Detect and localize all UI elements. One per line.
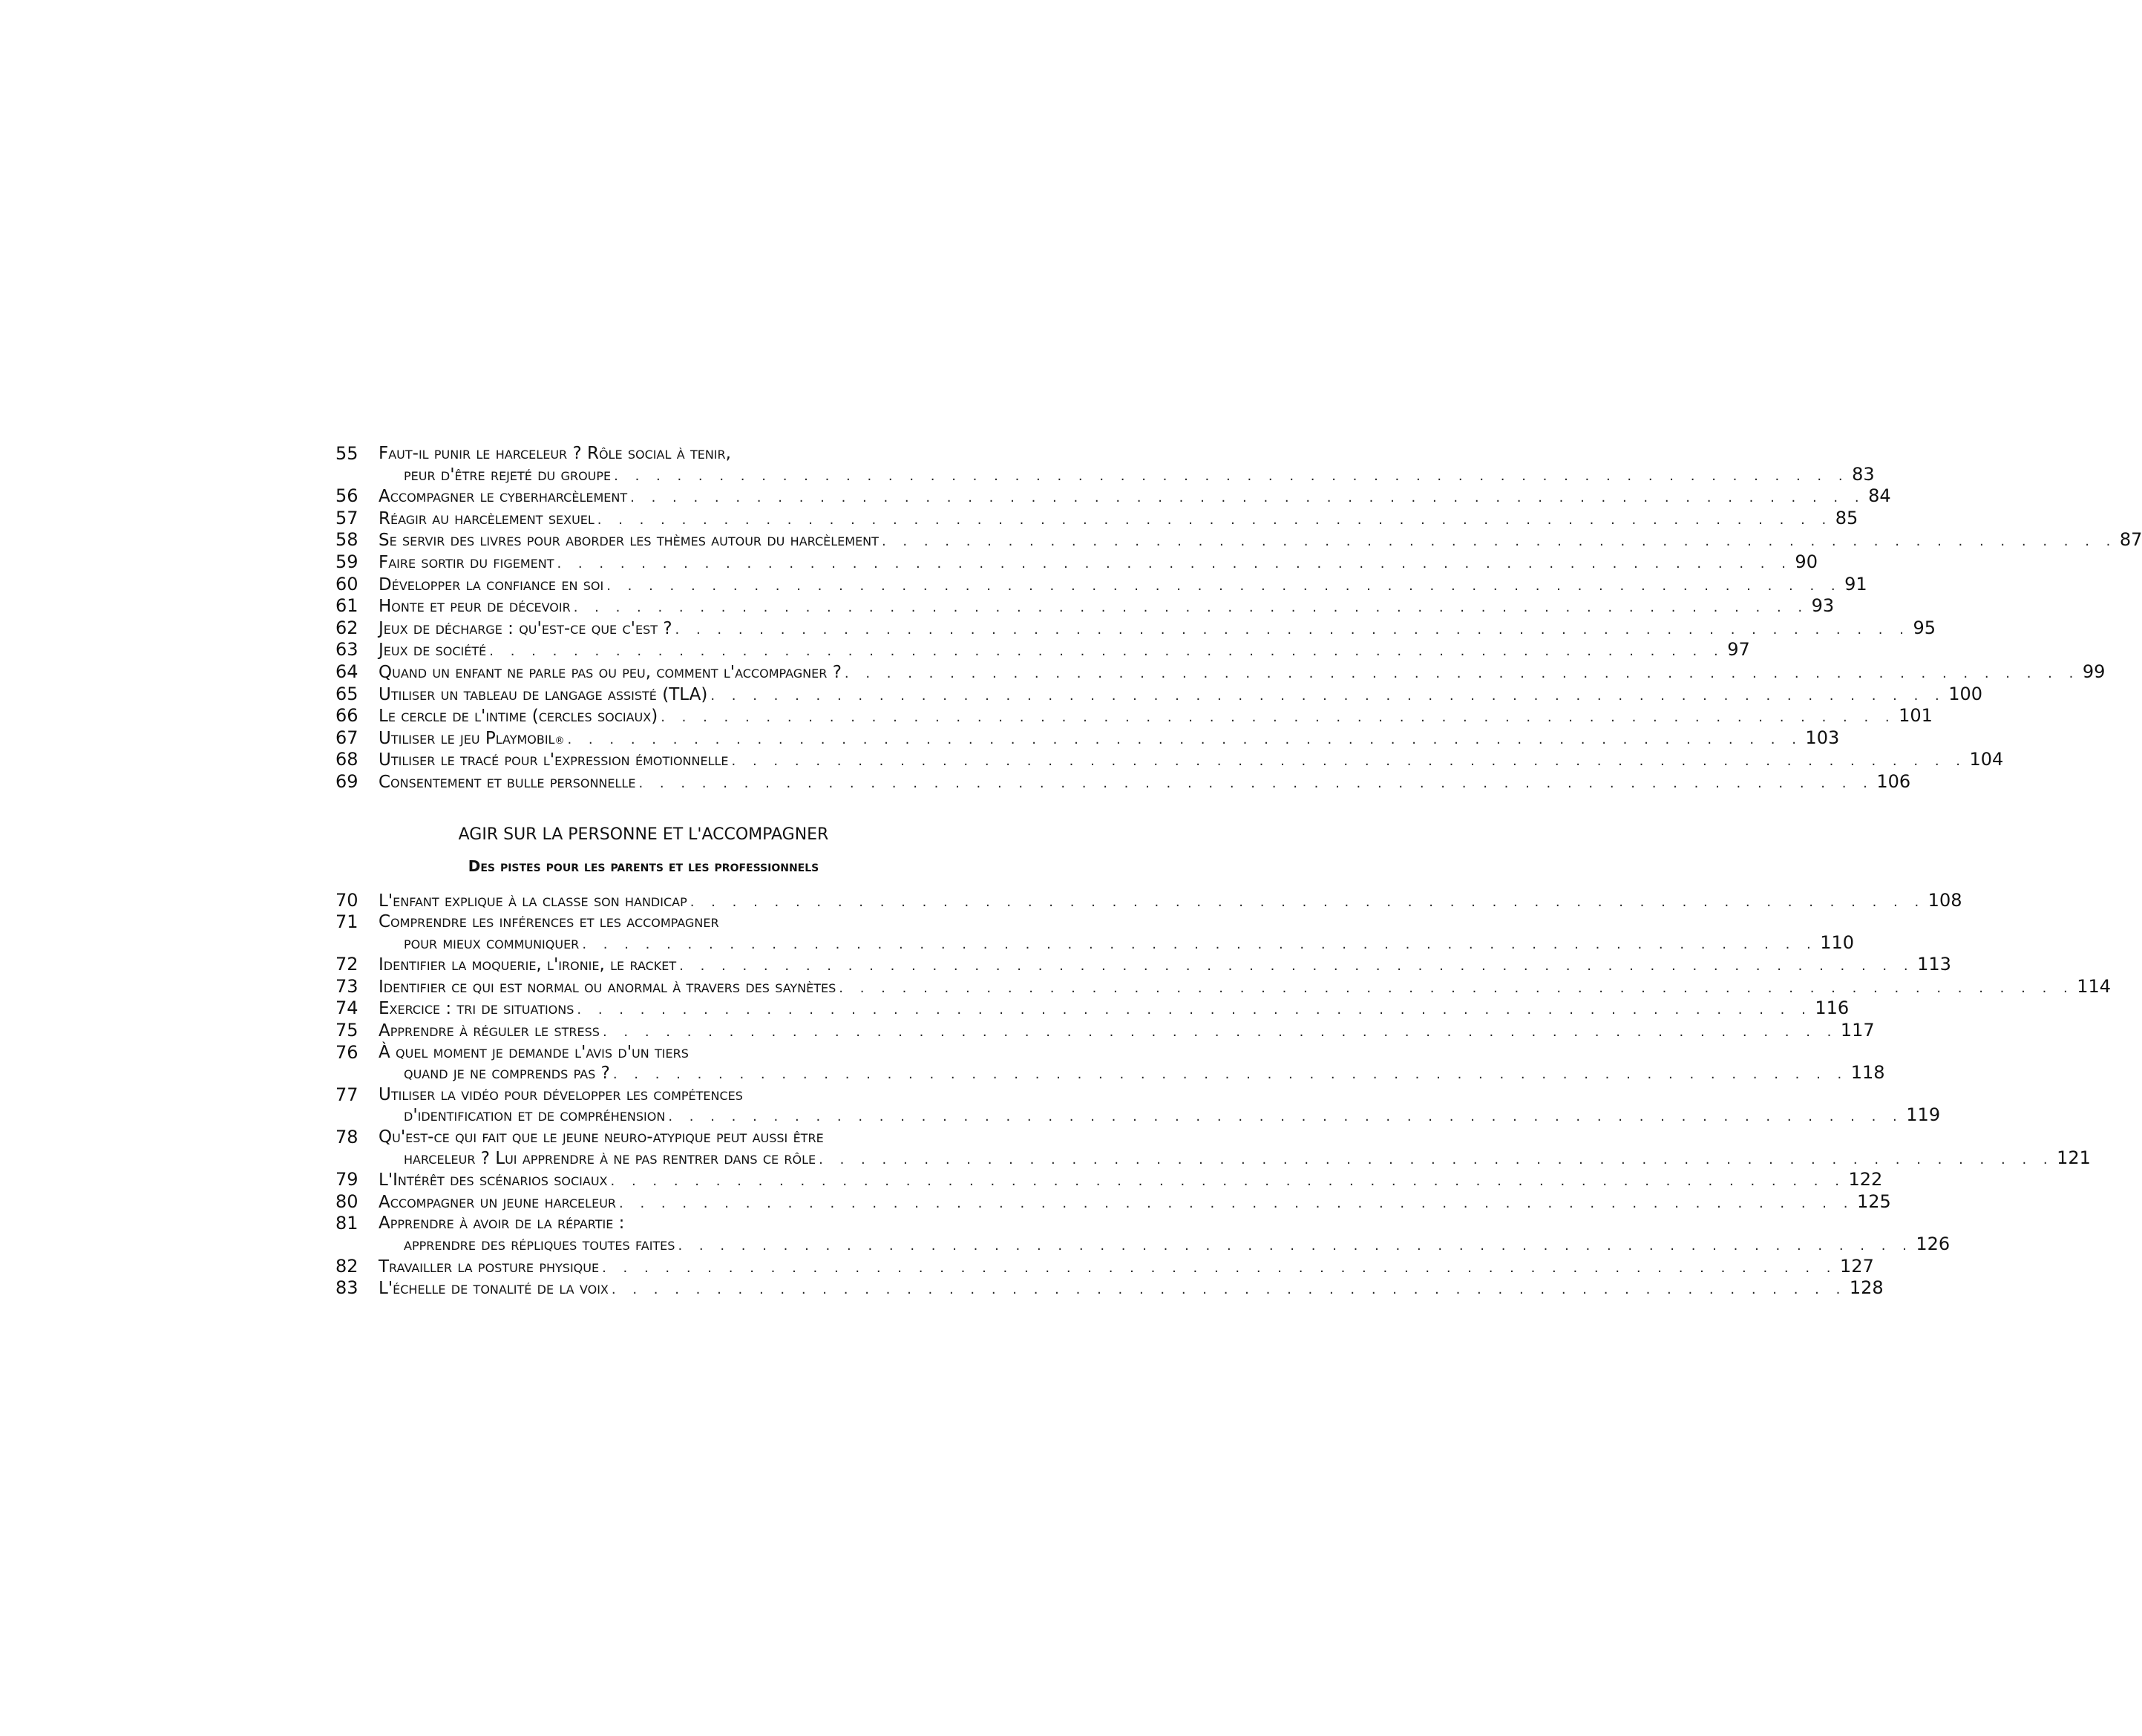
section-heading: AGIR SUR LA PERSONNE ET L'ACCOMPAGNER xyxy=(458,825,829,844)
entry-body xyxy=(379,1255,1874,1279)
entry-title: Apprendre à avoir de la répartie : xyxy=(379,1213,625,1234)
entry-title: Qu'est-ce qui fait que le jeune neuro-atypique peut aussi être xyxy=(379,1127,824,1147)
toc-entry xyxy=(335,573,1867,597)
entry-line xyxy=(379,1062,1885,1085)
toc-entry xyxy=(335,1169,1883,1192)
toc-group-2 xyxy=(335,889,2112,1300)
toc-entry xyxy=(335,998,1850,1021)
dot-leader: . . . . . . . . . . . . . . . . . . . . . . . . . . . . . . . . . . . . . . . . . . . . . . . . . . . . . . . . . . . xyxy=(567,731,1803,747)
entry-title: apprendre des répliques toutes faites xyxy=(404,1235,675,1254)
entry-title: L'enfant explique à la classe son handicap xyxy=(379,891,687,911)
entry-number: 69 xyxy=(335,770,358,792)
entry-number: 74 xyxy=(335,998,358,1019)
dot-leader: . . . . . . . . . . . . . . . . . . . . . . . . . . . . . . . . . . . . . . . . . . . . . . . . . . . . . . . . . . . xyxy=(630,490,1866,506)
dot-leader: . . . . . . . . . . . . . . . . . . . . . . . . . . . . . . . . . . . . . . . . . . . . . . . . . . . . . . . . . . . xyxy=(602,1260,1838,1276)
toc-entry xyxy=(335,727,1840,750)
entry-number: 65 xyxy=(335,683,358,704)
entry-body xyxy=(379,770,1911,794)
entry-number: 55 xyxy=(335,443,358,464)
entry-line xyxy=(379,1169,1883,1192)
dot-leader: . . . . . . . . . . . . . . . . . . . . . . . . . . . . . . . . . . . . . . . . . . . . . . . . . . . . . . . . . . . xyxy=(819,1151,2054,1167)
page-number: 125 xyxy=(1856,1190,1891,1212)
entry-title: Développer la confiance en soi xyxy=(379,574,604,595)
dot-leader: . . . . . . . . . . . . . . . . . . . . . . . . . . . . . . . . . . . . . . . . . . . . . . . . . . . . . . . . . . . xyxy=(678,1238,1913,1254)
page-number: 90 xyxy=(1795,551,1818,572)
entry-body xyxy=(379,683,1983,707)
entry-line xyxy=(379,444,922,465)
entry-line xyxy=(379,705,1933,728)
dot-leader: . . . . . . . . . . . . . . . . . . . . . . . . . . . . . . . . . . . . . . . . . . . . . . . . . . . . . . . . . . . xyxy=(582,936,1818,952)
page-number: 126 xyxy=(1916,1234,1951,1254)
entry-title: Se servir des livres pour aborder les thèmes autour du harcèlement xyxy=(379,531,879,551)
dot-leader: . . . . . . . . . . . . . . . . . . . . . . . . . . . . . . . . . . . . . . . . . . . . . . . . . . . . . . . . . . . xyxy=(675,621,1910,638)
entry-line xyxy=(379,639,1750,662)
entry-line xyxy=(379,1147,2091,1170)
entry-line xyxy=(379,1085,922,1106)
entry-title: L'échelle de tonalité de la voix xyxy=(379,1279,609,1299)
entry-body xyxy=(379,954,1951,977)
dot-leader: . . . . . . . . . . . . . . . . . . . . . . . . . . . . . . . . . . . . . . . . . . . . . . . . . . . . . . . . . . . xyxy=(710,687,1946,704)
toc-entry xyxy=(335,485,1891,508)
entry-title: Utiliser un tableau de langage assisté (TLA) xyxy=(379,684,708,704)
dot-leader: . . . . . . . . . . . . . . . . . . . . . . . . . . . . . . . . . . . . . . . . . . . . . . . . . . . . . . . . . . . xyxy=(612,1067,1848,1083)
entry-title: harceleur ? Lui apprendre à ne pas rentrer dans ce rôle xyxy=(404,1148,816,1168)
dot-leader: . . . . . . . . . . . . . . . . . . . . . . . . . . . . . . . . . . . . . . . . . . . . . . . . . . . . . . . . . . . xyxy=(611,1282,1847,1298)
entry-number: 76 xyxy=(335,1041,358,1063)
dot-leader: . . . . . . . . . . . . . . . . . . . . . . . . . . . . . . . . . . . . . . . . . . . . . . . . . . . . . . . . . . . xyxy=(619,1195,1854,1211)
entry-line xyxy=(379,573,1867,597)
page-number: 128 xyxy=(1849,1277,1884,1299)
dot-leader: . . . . . . . . . . . . . . . . . . . . . . . . . . . . . . . . . . . . . . . . . . . . . . . . . . . . . . . . . . . xyxy=(573,600,1809,616)
page-number: 93 xyxy=(1811,595,1835,617)
entry-body xyxy=(379,1020,1875,1043)
entry-body xyxy=(379,975,2112,999)
entry-title: Utiliser la vidéo pour développer les compétences xyxy=(379,1084,743,1104)
entry-number: 63 xyxy=(335,639,358,661)
toc-entry xyxy=(335,911,1855,954)
page-number: 97 xyxy=(1727,639,1750,661)
toc-entry xyxy=(335,617,1936,641)
entry-number: 70 xyxy=(335,889,358,911)
entry-line: Utiliser le jeu Playmobil ® . . . . . . . . . . . . . . . . . . . . . . . . . . . . . . . . . . . . . . . . . . . . . . . . . . . . . . . . . . . 103 xyxy=(379,728,922,750)
entry-line xyxy=(379,1190,1891,1214)
entry-number: 66 xyxy=(335,705,358,727)
entry-number: 60 xyxy=(335,573,358,595)
table-of-contents xyxy=(335,443,2142,1300)
toc-entry xyxy=(335,529,2142,552)
dot-leader: . . . . . . . . . . . . . . . . . . . . . . . . . . . . . . . . . . . . . . . . . . . . . . . . . . . . . . . . . . . xyxy=(731,753,1967,770)
page-number: 113 xyxy=(1917,954,1951,975)
page-number: 116 xyxy=(1815,998,1850,1019)
toc-entry xyxy=(335,683,1983,707)
entry-body xyxy=(379,912,1855,954)
entry-body xyxy=(379,998,1850,1021)
entry-title: peur d'être rejeté du groupe xyxy=(404,465,612,485)
toc-entry xyxy=(335,595,1835,618)
entry-line xyxy=(379,912,922,933)
dot-leader: . . . . . . . . . . . . . . . . . . . . . . . . . . . . . . . . . . . . . . . . . . . . . . . . . . . . . . . . . . . xyxy=(557,555,1792,571)
dot-leader: . . . . . . . . . . . . . . . . . . . . . . . . . . . . . . . . . . . . . . . . . . . . . . . . . . . . . . . . . . . xyxy=(577,1002,1812,1018)
entry-line xyxy=(379,661,2106,684)
entry-line xyxy=(379,975,2112,999)
toc-entry xyxy=(335,1255,1874,1279)
entry-number: 57 xyxy=(335,507,358,528)
entry-number: 62 xyxy=(335,617,358,638)
entry-number: 83 xyxy=(335,1277,358,1299)
entry-title: Honte et peur de décevoir xyxy=(379,597,571,617)
entry-body xyxy=(379,1277,1884,1300)
entry-line xyxy=(379,551,1818,574)
entry-number: 67 xyxy=(335,727,358,748)
dot-leader: . . . . . . . . . . . . . . . . . . . . . . . . . . . . . . . . . . . . . . . . . . . . . . . . . . . . . . . . . . . xyxy=(668,1109,1904,1125)
entry-body xyxy=(379,617,1936,641)
entry-title: pour mieux communiquer xyxy=(404,933,580,953)
page-number: 87 xyxy=(2119,529,2142,551)
entry-title: Faut-il punir le harceleur ? Rôle social à tenir, xyxy=(379,444,731,463)
entry-title: Réagir au harcèlement sexuel xyxy=(379,508,595,528)
page-number: 85 xyxy=(1835,507,1858,528)
dot-leader: . . . . . . . . . . . . . . . . . . . . . . . . . . . . . . . . . . . . . . . . . . . . . . . . . . . . . . . . . . . xyxy=(602,1024,1838,1041)
toc-entry xyxy=(335,770,1911,794)
entry-body xyxy=(379,1042,1885,1085)
dot-leader: . . . . . . . . . . . . . . . . . . . . . . . . . . . . . . . . . . . . . . . . . . . . . . . . . . . . . . . . . . . xyxy=(606,577,1842,594)
page-number: 84 xyxy=(1868,485,1891,507)
dot-leader: . . . . . . . . . . . . . . . . . . . . . . . . . . . . . . . . . . . . . . . . . . . . . . . . . . . . . . . . . . . xyxy=(638,775,1874,791)
entry-number: 72 xyxy=(335,954,358,975)
entry-line xyxy=(379,529,2142,552)
toc-entry xyxy=(335,443,1875,486)
page-number: 114 xyxy=(2077,975,2112,997)
toc-entry xyxy=(335,705,1933,728)
dot-leader: . . . . . . . . . . . . . . . . . . . . . . . . . . . . . . . . . . . . . . . . . . . . . . . . . . . . . . . . . . . xyxy=(690,894,1925,910)
entry-title: Exercice : tri de situations xyxy=(379,999,574,1019)
entry-title: Le cercle de l'intime (cercles sociaux) xyxy=(379,707,658,727)
toc-entry xyxy=(335,889,1962,913)
entry-body xyxy=(379,1169,1883,1192)
entry-line xyxy=(379,1127,922,1148)
entry-body xyxy=(379,485,1891,508)
entry-body xyxy=(379,661,2106,684)
entry-line xyxy=(379,998,1850,1021)
entry-number: 77 xyxy=(335,1084,358,1105)
dot-leader: . . . . . . . . . . . . . . . . . . . . . . . . . . . . . . . . . . . . . . . . . . . . . . . . . . . . . . . . . . . xyxy=(661,710,1896,726)
entry-title: Consentement et bulle personnelle xyxy=(379,772,636,792)
entry-body xyxy=(379,529,2142,552)
entry-number: 73 xyxy=(335,975,358,997)
toc-group-1 xyxy=(335,443,2142,794)
page-number: 95 xyxy=(1913,617,1936,638)
entry-body xyxy=(379,749,2004,772)
subsection-heading: Des pistes pour les parents et les professionnels xyxy=(468,856,819,875)
entry-body xyxy=(379,639,1750,662)
page-number: 100 xyxy=(1948,683,1983,704)
entry-line xyxy=(379,1277,1884,1300)
entry-title: Apprendre à réguler le stress xyxy=(379,1021,600,1041)
page-number: 83 xyxy=(1852,463,1875,485)
entry-number: 82 xyxy=(335,1255,358,1277)
entry-title: Identifier ce qui est normal ou anormal à travers des saynètes xyxy=(379,977,836,997)
toc-entry xyxy=(335,749,2004,772)
page-number: 91 xyxy=(1844,573,1867,595)
entry-title: Jeux de société xyxy=(379,641,487,661)
entry-number: 79 xyxy=(335,1169,358,1190)
dot-leader: . . . . . . . . . . . . . . . . . . . . . . . . . . . . . . . . . . . . . . . . . . . . . . . . . . . . . . . . . . . xyxy=(597,511,1833,528)
entry-title: Accompagner un jeune harceleur xyxy=(379,1192,617,1212)
entry-number: 64 xyxy=(335,661,358,682)
dot-leader: . . . . . . . . . . . . . . . . . . . . . . . . . . . . . . . . . . . . . . . . . . . . . . . . . . . . . . . . . . . xyxy=(610,1173,1846,1190)
entry-line xyxy=(379,595,1835,618)
dot-leader: . . . . . . . . . . . . . . . . . . . . . . . . . . . . . . . . . . . . . . . . . . . . . . . . . . . . . . . . . . . xyxy=(614,468,1850,484)
entry-body xyxy=(379,705,1933,728)
entry-line xyxy=(379,1104,1941,1127)
entry-body xyxy=(379,727,1840,750)
entry-line xyxy=(379,683,1983,707)
page-number: 127 xyxy=(1840,1255,1874,1277)
entry-number: 75 xyxy=(335,1020,358,1041)
toc-entry xyxy=(335,1041,1885,1085)
toc-entry xyxy=(335,551,1818,574)
entry-number: 71 xyxy=(335,911,358,933)
entry-line xyxy=(379,954,1951,977)
entry-title: Accompagner le cyberharcèlement xyxy=(379,487,628,507)
entry-title: Comprendre les inférences et les accompagner xyxy=(379,912,719,932)
entry-number: 59 xyxy=(335,551,358,572)
entry-body xyxy=(379,573,1867,597)
page-number: 108 xyxy=(1928,889,1962,911)
entry-title: Quand un enfant ne parle pas ou peu, comment l'accompagner ? xyxy=(379,662,842,682)
page-number: 121 xyxy=(2057,1147,2091,1168)
entry-line xyxy=(379,1234,1951,1257)
entry-line xyxy=(379,485,1891,508)
entry-number: 80 xyxy=(335,1190,358,1212)
entry-line xyxy=(379,1043,922,1064)
entry-title: À quel moment je demande l'avis d'un tiers xyxy=(379,1042,689,1062)
entry-body xyxy=(379,889,1962,913)
entry-number: 61 xyxy=(335,595,358,617)
entry-title: L'Intérêt des scénarios sociaux xyxy=(379,1170,608,1190)
entry-number: 78 xyxy=(335,1127,358,1148)
toc-entry xyxy=(335,1020,1875,1043)
entry-title: Faire sortir du figement xyxy=(379,552,554,572)
entry-body xyxy=(379,1213,1951,1256)
toc-entry xyxy=(335,507,1858,531)
entry-body xyxy=(379,1084,1941,1127)
entry-line xyxy=(379,617,1936,641)
entry-number: 58 xyxy=(335,529,358,551)
toc-entry xyxy=(335,975,2112,999)
dot-leader: . . . . . . . . . . . . . . . . . . . . . . . . . . . . . . . . . . . . . . . . . . . . . . . . . . . . . . . . . . . xyxy=(679,958,1915,975)
page-number: 119 xyxy=(1906,1104,1941,1126)
page-number: 103 xyxy=(1805,727,1840,748)
entry-line xyxy=(379,1255,1874,1279)
entry-line xyxy=(379,889,1962,913)
entry-number: 81 xyxy=(335,1213,358,1234)
entry-line xyxy=(379,507,1858,531)
entry-body xyxy=(379,551,1818,574)
toc-entry xyxy=(335,1213,1951,1256)
dot-leader: . . . . . . . . . . . . . . . . . . . . . . . . . . . . . . . . . . . . . . . . . . . . . . . . . . . . . . . . . . . xyxy=(839,980,2074,996)
page-number: 104 xyxy=(1969,749,2004,770)
page-number: 101 xyxy=(1899,705,1933,727)
dot-leader: . . . . . . . . . . . . . . . . . . . . . . . . . . . . . . . . . . . . . . . . . . . . . . . . . . . . . . . . . . . xyxy=(881,534,2117,550)
page-number: 106 xyxy=(1876,770,1911,792)
entry-title: d'identification et de compréhension xyxy=(404,1106,666,1126)
toc-entry xyxy=(335,1084,1941,1127)
page-number: 110 xyxy=(1820,931,1855,953)
entry-line xyxy=(379,770,1911,794)
toc-entry xyxy=(335,1190,1891,1214)
entry-title: Jeux de décharge : qu'est-ce que c'est ? xyxy=(379,618,672,638)
dot-leader: . . . . . . . . . . . . . . . . . . . . . . . . . . . . . . . . . . . . . . . . . . . . . . . . . . . . . . . . . . . xyxy=(489,643,1725,660)
entry-title: quand je ne comprends pas ? xyxy=(404,1064,610,1084)
entry-body xyxy=(379,444,1875,486)
entry-line xyxy=(379,463,1875,487)
page-number: 122 xyxy=(1848,1169,1883,1190)
dot-leader: . . . . . . . . . . . . . . . . . . . . . . . . . . . . . . . . . . . . . . . . . . . . . . . . . . . . . . . . . . . xyxy=(844,665,2080,681)
page-number: 117 xyxy=(1840,1020,1875,1041)
entry-title: Utiliser le tracé pour l'expression émotionnelle xyxy=(379,750,729,770)
toc-entry xyxy=(335,954,1951,977)
entry-body xyxy=(379,1190,1891,1214)
entry-line xyxy=(379,749,2004,772)
toc-entry xyxy=(335,639,1750,662)
entry-line xyxy=(379,1020,1875,1043)
entry-body xyxy=(379,507,1858,531)
toc-entry xyxy=(335,1127,2091,1170)
entry-title: Travailler la posture physique xyxy=(379,1257,600,1277)
entry-number: 68 xyxy=(335,749,358,770)
entry-number: 56 xyxy=(335,485,358,507)
toc-entry xyxy=(335,1277,1884,1300)
page-number: 118 xyxy=(1850,1062,1885,1084)
entry-title: Identifier la moquerie, l'ironie, le racket xyxy=(379,955,677,975)
entry-body xyxy=(379,1127,2091,1170)
entry-body xyxy=(379,595,1835,618)
page-number: 99 xyxy=(2082,661,2106,682)
entry-line xyxy=(379,931,1855,955)
entry-title: Utiliser le jeu Playmobil xyxy=(379,728,555,748)
toc-entry xyxy=(335,661,2106,684)
entry-line xyxy=(379,1213,922,1234)
